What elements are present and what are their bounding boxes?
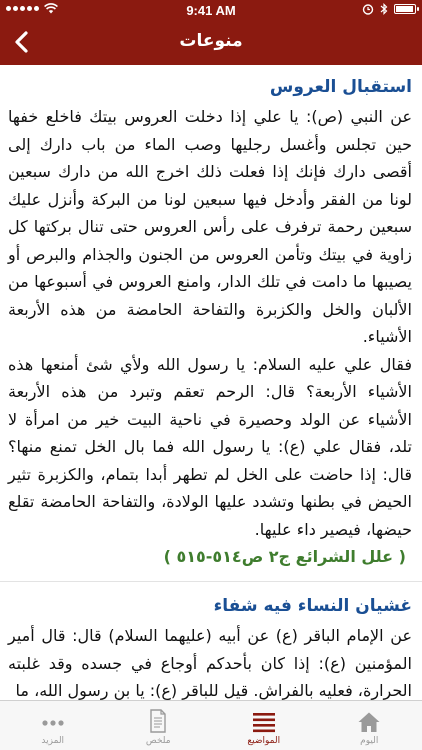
tab-bar bbox=[0, 700, 422, 750]
status-bar bbox=[0, 0, 422, 20]
more-dots-icon bbox=[40, 713, 66, 733]
tab-today[interactable] bbox=[317, 701, 422, 750]
section-body bbox=[8, 622, 412, 701]
section-body bbox=[8, 103, 412, 543]
tab-label: المزيد bbox=[41, 736, 65, 746]
article-content[interactable] bbox=[0, 65, 422, 701]
article-section bbox=[0, 584, 422, 701]
article-section bbox=[0, 65, 422, 571]
home-icon bbox=[357, 711, 381, 733]
tab-more[interactable] bbox=[0, 701, 106, 750]
tab-label: المواضيع bbox=[247, 736, 281, 746]
page-title: منوعات bbox=[179, 31, 243, 51]
tab-label: اليوم bbox=[360, 736, 379, 746]
battery-icon bbox=[394, 4, 416, 14]
section-title: غشيان النساء فيه شفاء bbox=[213, 596, 412, 616]
section-reference: ( علل الشرائع ج٢ ص٥١٤-٥١٥ ) bbox=[163, 547, 406, 566]
document-icon bbox=[149, 709, 167, 733]
section-title: استقبال العروس bbox=[269, 77, 412, 97]
tab-topics[interactable] bbox=[211, 701, 317, 750]
alarm-icon bbox=[362, 3, 374, 15]
navigation-bar bbox=[0, 20, 422, 65]
section-paragraph: عن الإمام الباقر (ع) عن أبيه (عليهما السلام) قال: قال أمير المؤمنين (ع): إذا كان بأحدكم أوجاع في جسده وقد غلبته الحرارة، فعليه بالفراش. قيل للباقر (ع): يا بن رسول الله، ما bbox=[8, 626, 412, 700]
list-icon bbox=[252, 711, 276, 733]
section-paragraph: عن النبي (ص): يا علي إذا دخلت العروس بيتك فاخلع خفها حين تجلس وأغسل رجليها وصب الماء من باب دارك إلى أقصى دارك فإنك إذا فعلت ذلك اخرج الله من دارك سبعين لونا من الفقر وأدخل فيها سبعين لونا من البركة وأنزل عليك سبعين رحمة ترفرف على رأس العروس حتى تنال بركتها كل زاوية في بيتك وتأمن العروس من الجنون والجذام والبرص أو يصيبها ما دامت في تلك الدار، وامنع العروس في أسبوعها من الألبان والخل والكزبرة والتفاحة الحامضة من هذه الأربعة الأشياء. bbox=[8, 107, 412, 346]
section-paragraph: فقال علي عليه السلام: يا رسول الله ولأي شئ أمنعها هذه الأشياء الأربعة؟ قال: الرحم تعقم وتبرد من هذه الأربعة الأشياء عن الولد وحصيرة في ناحية البيت خير من امرأة لا تلد، فقال علي (ع): يا رسول الله فما بال الخل تمنع منها؟ قال: إذا حاضت على الخل لم تطهر أبدا بتمام، والكزبرة تثير الحيض في بطنها وتشدد عليها الولادة، والتفاحة الحامضة تقلع حيضها، فيصير داء عليها. bbox=[8, 354, 412, 539]
section-divider bbox=[0, 581, 422, 582]
status-time: 9:41 AM bbox=[186, 3, 236, 18]
tab-label: ملخص bbox=[145, 736, 171, 746]
bluetooth-icon bbox=[380, 3, 388, 15]
tab-summary[interactable] bbox=[106, 701, 212, 750]
status-right bbox=[362, 3, 416, 15]
